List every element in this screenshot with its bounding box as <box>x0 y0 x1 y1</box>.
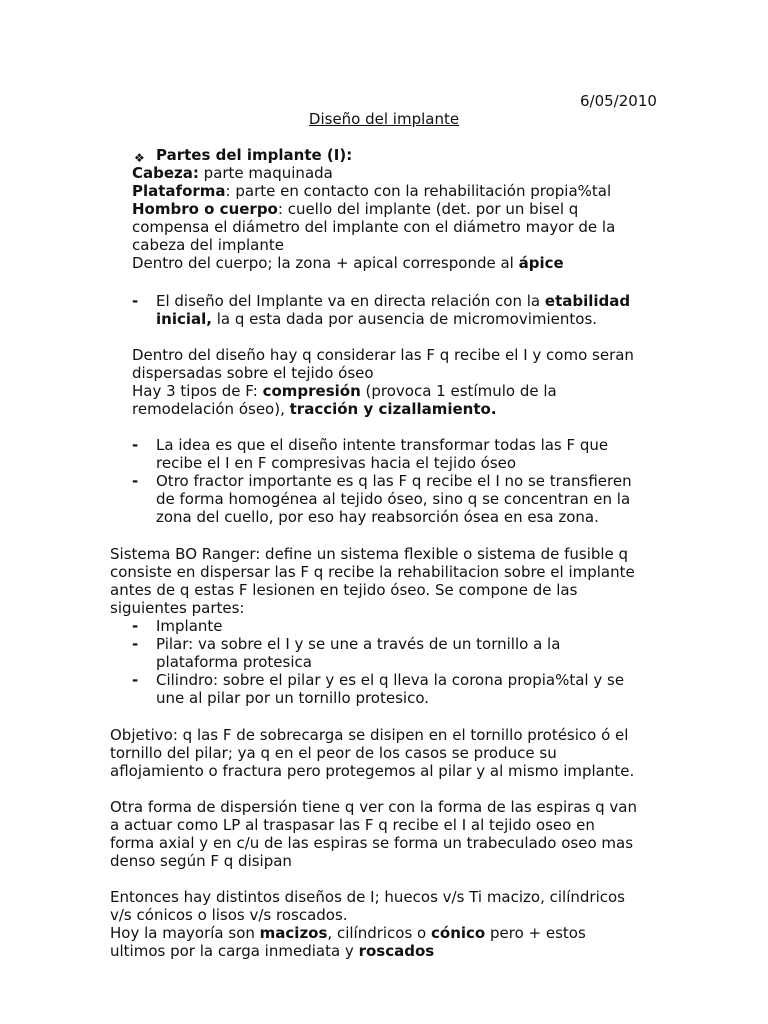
idea-line: La idea es que el diseño intente transformar todas las F que <box>156 436 609 454</box>
sistema-line: consiste en dispersar las F q recibe la rehabilitacion sobre el implante <box>110 563 635 581</box>
objetivo-line: tornillo del pilar; ya q en el peor de los casos se produce su <box>110 744 557 762</box>
idea-line: recibe el I en F compresivas hacia el tejido óseo <box>156 454 517 472</box>
objetivo-section <box>0 726 768 780</box>
idea-section <box>0 436 768 526</box>
objetivo-line: aflojamiento o fractura pero protegemos al pilar y al mismo implante. <box>110 762 635 780</box>
partes-line: Dentro del cuerpo; la zona + apical corresponde al ápice <box>132 254 564 272</box>
objetivo-line: Objetivo: q las F de sobrecarga se disipen en el tornillo protésico ó el <box>110 726 629 744</box>
sistema-section <box>0 545 768 707</box>
conclusion-line: Entonces hay distintos diseños de I; huecos v/s Ti macizo, cilíndricos <box>110 888 625 906</box>
partes-section <box>0 146 768 272</box>
document-title: Diseño del implante <box>308 110 460 128</box>
sistema-item: Cilindro: sobre el pilar y es el q lleva la corona propia%tal y se <box>156 671 625 689</box>
dash-bullet-icon: - <box>132 472 139 490</box>
partes-line: Plataforma: parte en contacto con la rehabilitación propia%tal <box>132 182 612 200</box>
sistema-line: siguientes partes: <box>110 599 245 617</box>
conclusion-line: v/s cónicos o lisos v/s roscados. <box>110 906 348 924</box>
idea-line: de forma homogénea al tejido óseo, sino q se concentran en la <box>156 490 631 508</box>
fuerzas-line: Dentro del diseño hay q considerar las F q recibe el I y como seran <box>132 346 634 364</box>
fuerzas-line: remodelación óseo), tracción y cizallamiento. <box>132 400 497 418</box>
idea-line: zona del cuello, por eso hay reabsorción ósea en esa zona. <box>156 508 599 526</box>
partes-heading: Partes del implante (I): <box>156 146 353 164</box>
otra-forma-section <box>0 798 768 870</box>
otra-forma-line: denso según F q disipan <box>110 852 292 870</box>
estabilidad-line: El diseño del Implante va en directa relación con la etabilidad <box>156 292 631 310</box>
sistema-item: Pilar: va sobre el I y se une a través de un tornillo a la <box>156 635 561 653</box>
partes-line: Hombro o cuerpo: cuello del implante (det. por un bisel q <box>132 200 579 218</box>
fuerzas-line: dispersadas sobre el tejido óseo <box>132 364 374 382</box>
document-date: 6/05/2010 <box>580 92 657 110</box>
partes-line: Cabeza: parte maquinada <box>132 164 333 182</box>
dash-bullet-icon: - <box>132 436 139 454</box>
estabilidad-line: inicial, la q esta dada por ausencia de micromovimientos. <box>156 310 598 328</box>
dash-bullet-icon: - <box>132 671 139 689</box>
fuerzas-line: Hay 3 tipos de F: compresión (provoca 1 estímulo de la <box>132 382 557 400</box>
dash-bullet-icon: - <box>132 292 139 310</box>
conclusion-section <box>0 888 768 960</box>
sistema-item: une al pilar por un tornillo protesico. <box>156 689 430 707</box>
otra-forma-line: forma axial y en c/u de las espiras se forma un trabeculado oseo mas <box>110 834 634 852</box>
dash-bullet-icon: - <box>132 635 139 653</box>
dash-bullet-icon: - <box>132 617 139 635</box>
sistema-line: Sistema BO Ranger: define un sistema flexible o sistema de fusible q <box>110 545 629 563</box>
sistema-item: Implante <box>156 617 223 635</box>
diamond-bullet-icon: ❖ <box>134 151 145 165</box>
otra-forma-line: a actuar como LP al traspasar las F q recibe el I al tejido oseo en <box>110 816 595 834</box>
partes-line: cabeza del implante <box>132 236 284 254</box>
idea-line: Otro fractor importante es q las F q recibe el I no se transfieren <box>156 472 632 490</box>
otra-forma-line: Otra forma de dispersión tiene q ver con la forma de las espiras q van <box>110 798 637 816</box>
sistema-item: plataforma protesica <box>156 653 312 671</box>
estabilidad-section <box>0 292 768 328</box>
sistema-line: antes de q estas F lesionen en tejido óseo. Se compone de las <box>110 581 578 599</box>
partes-line: compensa el diámetro del implante con el diámetro mayor de la <box>132 218 616 236</box>
conclusion-line: Hoy la mayoría son macizos, cilíndricos o cónico pero + estos <box>110 924 586 942</box>
conclusion-line: ultimos por la carga inmediata y roscados <box>110 942 435 960</box>
fuerzas-section <box>0 346 768 418</box>
